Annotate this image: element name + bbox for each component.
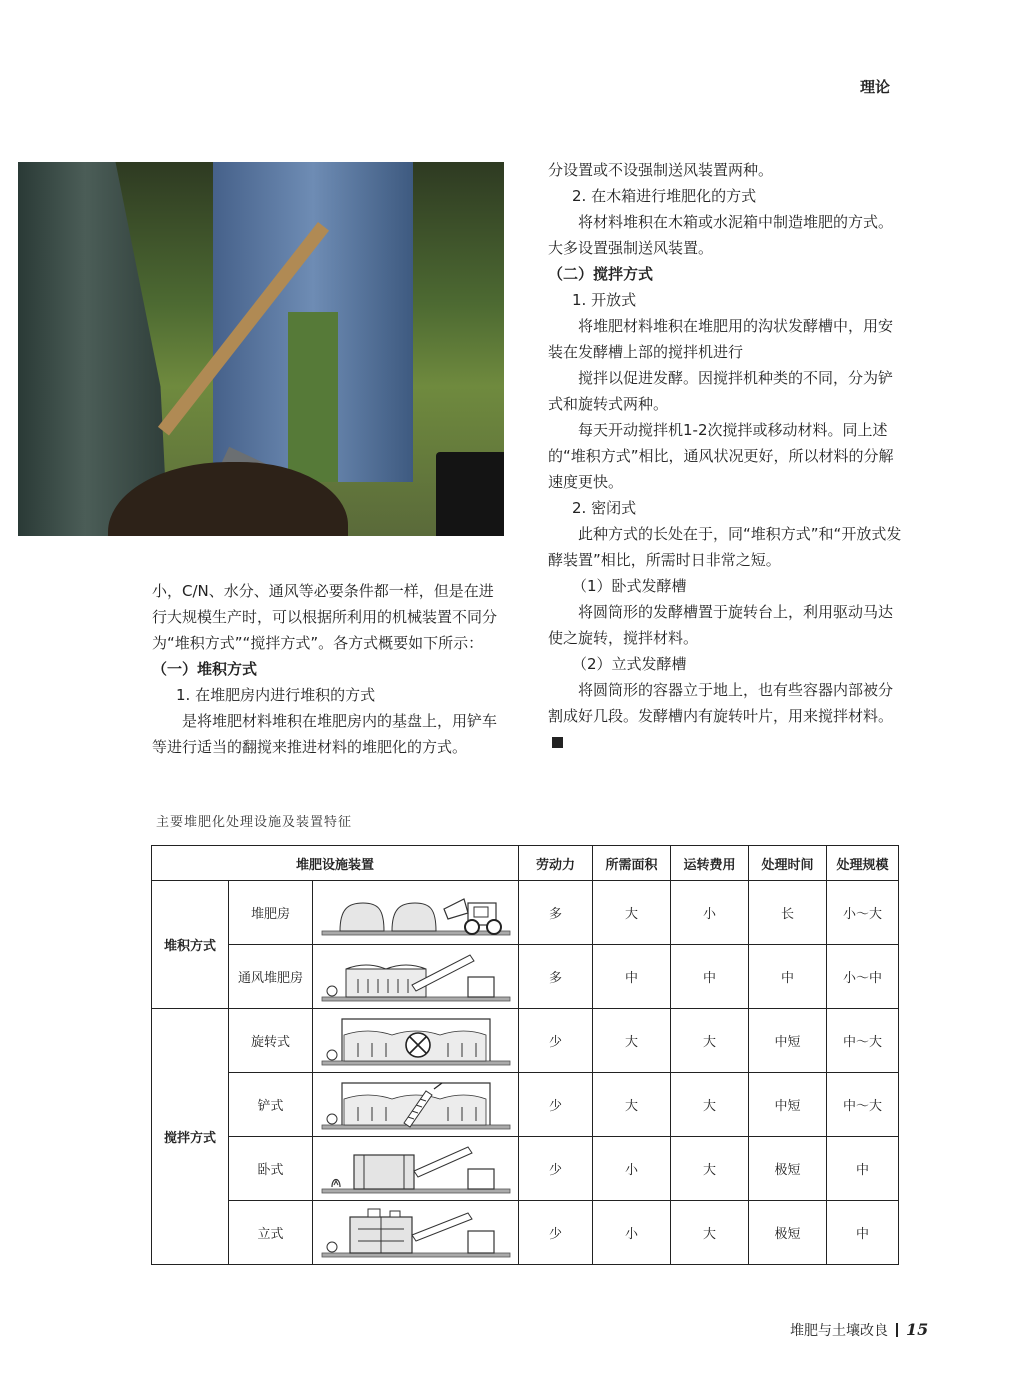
page-number: 15 [906, 1320, 929, 1339]
sub-heading: 2. 密闭式 [572, 499, 637, 517]
paragraph: 小，C/N、水分、通风等必要条件都一样，但是在进行大规模生产时，可以根据所利用的机械装置不同分为“堆积方式”“搅拌方式”。各方式概要如下所示： [152, 582, 498, 652]
sub-heading: 2. 在木箱进行堆肥化的方式 [572, 187, 757, 205]
row-name: 立式 [229, 1201, 313, 1265]
facility-figure [313, 881, 519, 945]
header-time: 处理时间 [749, 846, 827, 881]
facility-figure [313, 945, 519, 1009]
cell-time: 中短 [749, 1073, 827, 1137]
table-caption: 主要堆肥化处理设施及装置特征 [156, 815, 353, 830]
table-row [152, 945, 899, 1009]
sub-heading: 1. 在堆肥房内进行堆积的方式 [176, 686, 376, 704]
cell-cost: 大 [671, 1201, 749, 1265]
sub-heading: （1）卧式发酵槽 [572, 577, 687, 595]
cell-cost: 大 [671, 1073, 749, 1137]
paragraph: 此种方式的长处在于，同“堆积方式”和“开放式发酵装置”相比，所需时日非常之短。 [548, 525, 902, 569]
group-pile: 堆积方式 [152, 881, 229, 1009]
cell-time: 长 [749, 881, 827, 945]
row-name: 铲式 [229, 1073, 313, 1137]
cell-cost: 中 [671, 945, 749, 1009]
composting-photo [18, 162, 504, 536]
cell-cost: 大 [671, 1137, 749, 1201]
header-labor: 劳动力 [519, 846, 593, 881]
sub-heading: （2）立式发酵槽 [572, 655, 687, 673]
cell-area: 大 [593, 1009, 671, 1073]
facility-figure [313, 1009, 519, 1073]
paragraph: 每天开动搅拌机1-2次搅拌或移动材料。同上述的“堆积方式”相比，通风状况更好，所以材料的分解速度更快。 [548, 421, 894, 491]
divider [896, 1323, 898, 1337]
cell-cost: 小 [671, 881, 749, 945]
cell-labor: 少 [519, 1073, 593, 1137]
page-footer [790, 1320, 928, 1340]
horizontal-drum-diagram [318, 1141, 514, 1197]
cell-labor: 少 [519, 1009, 593, 1073]
cell-time: 中 [749, 945, 827, 1009]
cell-labor: 少 [519, 1137, 593, 1201]
end-mark-icon [552, 737, 563, 748]
paragraph: 搅拌以促进发酵。因搅拌机种类的不同，分为铲式和旋转式两种。 [548, 369, 894, 413]
section-heading: （一）堆积方式 [152, 660, 258, 678]
table-row [152, 1073, 899, 1137]
cell-labor: 多 [519, 881, 593, 945]
table-row [152, 1009, 899, 1073]
cell-cost: 大 [671, 1009, 749, 1073]
cell-scale: 中～大 [827, 1073, 899, 1137]
paragraph [548, 677, 904, 755]
cell-time: 中短 [749, 1009, 827, 1073]
row-name: 卧式 [229, 1137, 313, 1201]
row-name: 通风堆肥房 [229, 945, 313, 1009]
paragraph: 是将堆肥材料堆积在堆肥房内的基盘上，用铲车等进行适当的翻搅来推进材料的堆肥化的方式。 [152, 712, 498, 756]
facility-figure [313, 1201, 519, 1265]
paragraph: 分设置或不设强制送风装置两种。 [548, 161, 774, 179]
cell-area: 小 [593, 1137, 671, 1201]
header-facility: 堆肥设施装置 [152, 846, 519, 881]
facility-figure [313, 1073, 519, 1137]
shovel-diagram [318, 1077, 514, 1133]
section-tag: 理论 [860, 78, 891, 96]
table-row [152, 881, 899, 945]
header-area: 所需面积 [593, 846, 671, 881]
section-heading: （二）搅拌方式 [548, 265, 654, 283]
cell-time: 极短 [749, 1137, 827, 1201]
cell-area: 大 [593, 881, 671, 945]
paragraph: 将圆筒形的发酵槽置于旋转台上，利用驱动马达使之旋转，搅拌材料。 [548, 603, 894, 647]
right-column [548, 157, 904, 755]
cell-labor: 少 [519, 1201, 593, 1265]
header-cost: 运转费用 [671, 846, 749, 881]
features-table [151, 845, 899, 1265]
table-header-row [152, 846, 899, 881]
cell-scale: 中 [827, 1201, 899, 1265]
cell-time: 极短 [749, 1201, 827, 1265]
row-name: 旋转式 [229, 1009, 313, 1073]
cell-scale: 中～大 [827, 1009, 899, 1073]
header-scale: 处理规模 [827, 846, 899, 881]
group-stir: 搅拌方式 [152, 1009, 229, 1265]
compost-house-diagram [318, 885, 514, 941]
cell-scale: 小～中 [827, 945, 899, 1009]
cell-labor: 多 [519, 945, 593, 1009]
cell-scale: 中 [827, 1137, 899, 1201]
row-name: 堆肥房 [229, 881, 313, 945]
facility-figure [313, 1137, 519, 1201]
rotary-diagram [318, 1013, 514, 1069]
vertical-tank-diagram [318, 1205, 514, 1261]
aerated-house-diagram [318, 949, 514, 1005]
paragraph: 将材料堆积在木箱或水泥箱中制造堆肥的方式。大多设置强制送风装置。 [548, 213, 894, 257]
table-row [152, 1201, 899, 1265]
cell-scale: 小～大 [827, 881, 899, 945]
cell-area: 大 [593, 1073, 671, 1137]
paragraph: 将堆肥材料堆积在堆肥用的沟状发酵槽中，用安装在发酵槽上部的搅拌机进行 [548, 317, 894, 361]
paragraph-text: 将圆筒形的容器立于地上，也有些容器内部被分割成好几段。发酵槽内有旋转叶片，用来搅拌材料。 [548, 681, 894, 725]
cell-area: 中 [593, 945, 671, 1009]
sub-heading: 1. 开放式 [572, 291, 637, 309]
left-column [152, 578, 506, 760]
magazine-title: 堆肥与土壤改良 [790, 1323, 888, 1339]
table-row [152, 1137, 899, 1201]
cell-area: 小 [593, 1201, 671, 1265]
